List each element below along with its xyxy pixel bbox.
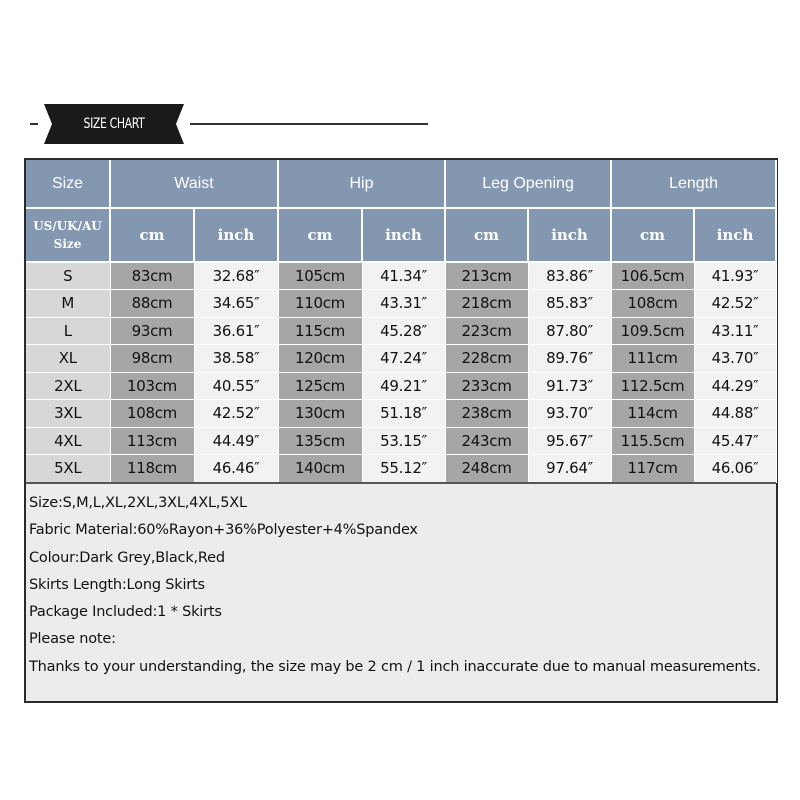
cell-hip-inch: 43.31″ [362,290,445,318]
banner-title: SIZE CHART [83,116,145,132]
cell-waist-cm: 88cm [110,290,194,318]
cell-hip-cm: 130cm [278,400,362,428]
header-hip-cm: cm [278,208,362,262]
cell-leg-inch: 93.70″ [528,400,611,428]
cell-waist-cm: 98cm [110,345,194,373]
cell-hip-cm: 120cm [278,345,362,373]
cell-leg-inch: 87.80″ [528,317,611,345]
cell-length-cm: 111cm [611,345,694,373]
header-hip-inch: inch [362,208,445,262]
header-hip: Hip [278,160,445,208]
cell-leg-inch: 95.67″ [528,427,611,455]
cell-leg-cm: 248cm [445,455,528,483]
cell-waist-inch: 32.68″ [194,262,278,290]
cell-size: 5XL [26,455,110,483]
table-row [26,317,776,345]
cell-hip-cm: 105cm [278,262,362,290]
note-line: Package Included:1 * Skirts [29,604,222,621]
table-row [26,427,776,455]
cell-leg-inch: 85.83″ [528,290,611,318]
cell-hip-inch: 47.24″ [362,345,445,373]
cell-waist-cm: 83cm [110,262,194,290]
header-row-units [26,208,776,262]
note-line: Colour:Dark Grey,Black,Red [29,549,225,566]
cell-waist-cm: 113cm [110,427,194,455]
cell-size: XL [26,345,110,373]
cell-length-cm: 106.5cm [611,262,694,290]
cell-leg-cm: 228cm [445,345,528,373]
header-leg-cm: cm [445,208,528,262]
banner-rule [190,123,428,125]
cell-hip-cm: 135cm [278,427,362,455]
cell-hip-cm: 115cm [278,317,362,345]
cell-hip-cm: 140cm [278,455,362,483]
header-size-region: US/UK/AU Size [26,208,110,262]
header-waist-cm: cm [110,208,194,262]
note-line: Skirts Length:Long Skirts [29,576,205,593]
cell-leg-cm: 233cm [445,372,528,400]
header-leg-inch: inch [528,208,611,262]
cell-hip-inch: 55.12″ [362,455,445,483]
header-leg-opening: Leg Opening [445,160,611,208]
cell-length-cm: 117cm [611,455,694,483]
table-row [26,290,776,318]
cell-hip-inch: 51.18″ [362,400,445,428]
cell-waist-inch: 44.49″ [194,427,278,455]
cell-length-inch: 43.70″ [694,345,776,373]
cell-size: L [26,317,110,345]
cell-hip-inch: 41.34″ [362,262,445,290]
cell-leg-cm: 243cm [445,427,528,455]
cell-length-inch: 44.29″ [694,372,776,400]
header-row-groups [26,160,776,208]
cell-length-inch: 45.47″ [694,427,776,455]
cell-length-cm: 112.5cm [611,372,694,400]
cell-leg-inch: 91.73″ [528,372,611,400]
header-size: Size [26,160,110,208]
cell-waist-inch: 46.46″ [194,455,278,483]
cell-size: 3XL [26,400,110,428]
product-notes [26,482,776,701]
size-chart-table [26,160,777,483]
cell-hip-inch: 53.15″ [362,427,445,455]
cell-waist-inch: 36.61″ [194,317,278,345]
table-row [26,262,776,290]
cell-length-inch: 41.93″ [694,262,776,290]
cell-hip-inch: 45.28″ [362,317,445,345]
cell-leg-inch: 83.86″ [528,262,611,290]
cell-length-cm: 115.5cm [611,427,694,455]
note-line: Size:S,M,L,XL,2XL,3XL,4XL,5XL [29,495,247,511]
banner-tag [44,104,184,144]
cell-length-cm: 114cm [611,400,694,428]
cell-waist-cm: 93cm [110,317,194,345]
cell-hip-inch: 49.21″ [362,372,445,400]
cell-waist-inch: 38.58″ [194,345,278,373]
note-line: Please note: [29,631,116,648]
cell-size: M [26,290,110,318]
cell-waist-cm: 118cm [110,455,194,483]
cell-hip-cm: 125cm [278,372,362,400]
cell-leg-cm: 238cm [445,400,528,428]
table-row [26,400,776,428]
cell-length-cm: 109.5cm [611,317,694,345]
cell-waist-cm: 103cm [110,372,194,400]
cell-length-inch: 42.52″ [694,290,776,318]
table-row [26,345,776,373]
cell-size: S [26,262,110,290]
table-row [26,372,776,400]
cell-hip-cm: 110cm [278,290,362,318]
size-chart-frame [24,158,778,703]
size-chart-banner [0,100,800,148]
cell-waist-inch: 40.55″ [194,372,278,400]
cell-waist-inch: 34.65″ [194,290,278,318]
header-waist-inch: inch [194,208,278,262]
note-line: Thanks to your understanding, the size may be 2 cm / 1 inch inaccurate due to manual measurements. [29,658,761,675]
header-waist: Waist [110,160,278,208]
size-chart-body [26,262,776,482]
cell-leg-cm: 218cm [445,290,528,318]
cell-size: 2XL [26,372,110,400]
note-line: Fabric Material:60%Rayon+36%Polyester+4%Spandex [29,522,418,539]
cell-length-inch: 43.11″ [694,317,776,345]
header-length-inch: inch [694,208,776,262]
cell-waist-cm: 108cm [110,400,194,428]
cell-size: 4XL [26,427,110,455]
cell-leg-inch: 89.76″ [528,345,611,373]
cell-leg-cm: 213cm [445,262,528,290]
cell-leg-cm: 223cm [445,317,528,345]
cell-length-inch: 46.06″ [694,455,776,483]
cell-waist-inch: 42.52″ [194,400,278,428]
cell-length-inch: 44.88″ [694,400,776,428]
cell-length-cm: 108cm [611,290,694,318]
cell-leg-inch: 97.64″ [528,455,611,483]
header-length: Length [611,160,776,208]
header-length-cm: cm [611,208,694,262]
banner-dash [30,123,38,125]
table-row [26,455,776,483]
